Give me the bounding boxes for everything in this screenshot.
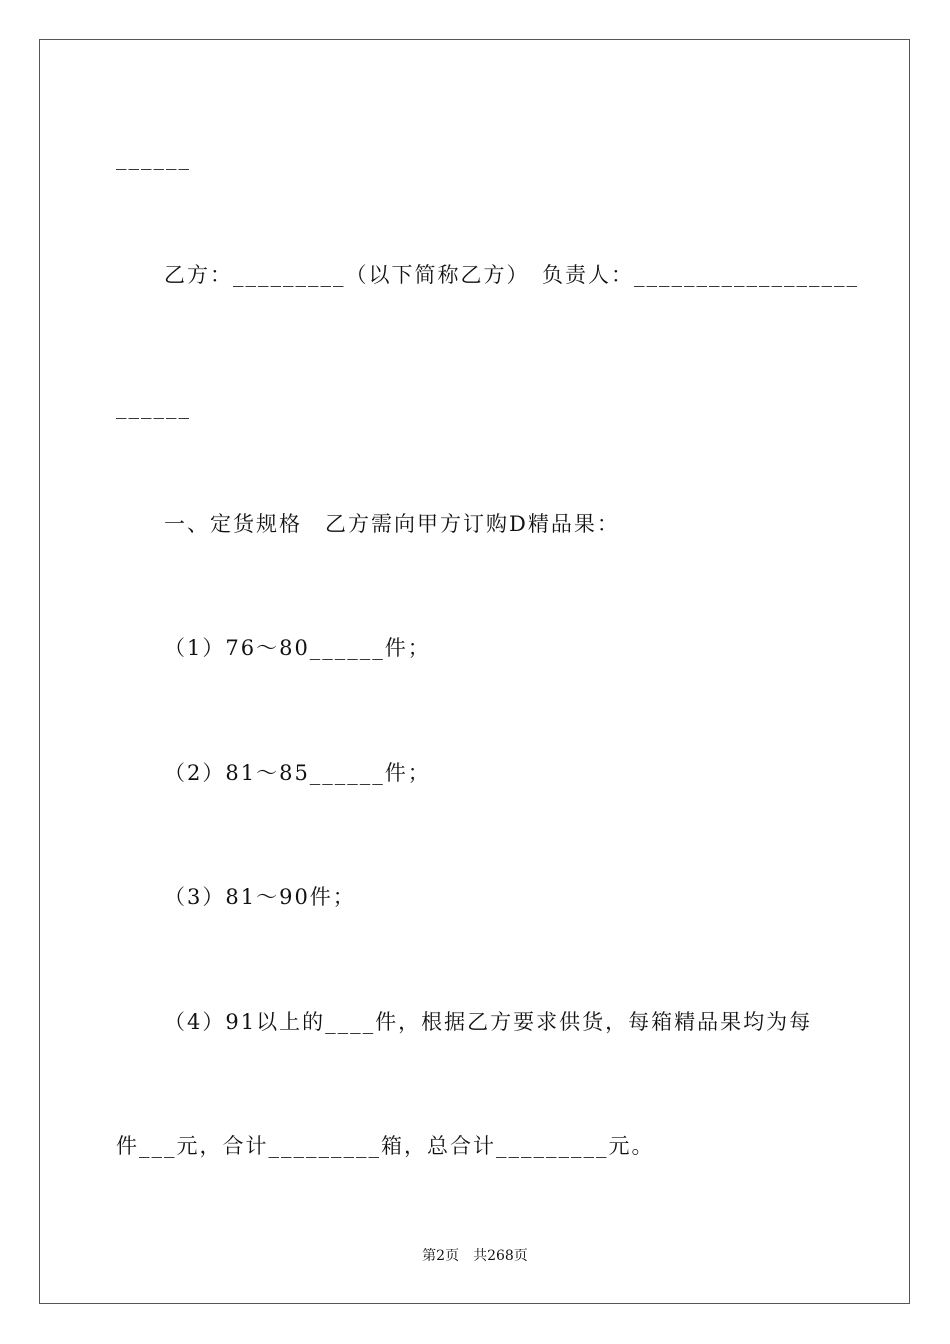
spec-item-3: （3）81～90件； xyxy=(164,885,356,909)
spec-item-4: （4）91以上的____件，根据乙方要求供货，每箱精品果均为每 xyxy=(164,1010,813,1034)
price-total-line: 件___元，合计_________箱，总合计_________元。 xyxy=(116,1134,655,1158)
section-heading-order-spec: 一、定货规格 乙方需向甲方订购D精品果： xyxy=(164,512,620,536)
spec-item-1: （1）76～80______件； xyxy=(164,636,431,660)
page-number-footer: 第2页 共268页 xyxy=(422,1248,528,1264)
spec-item-2: （2）81～85______件； xyxy=(164,761,431,785)
page-border xyxy=(39,39,910,1304)
party-b-line: 乙方：_________（以下简称乙方） 负责人：__________________ xyxy=(164,263,859,287)
blank-line-1: ______ xyxy=(116,146,191,170)
blank-line-2: ______ xyxy=(116,395,191,419)
